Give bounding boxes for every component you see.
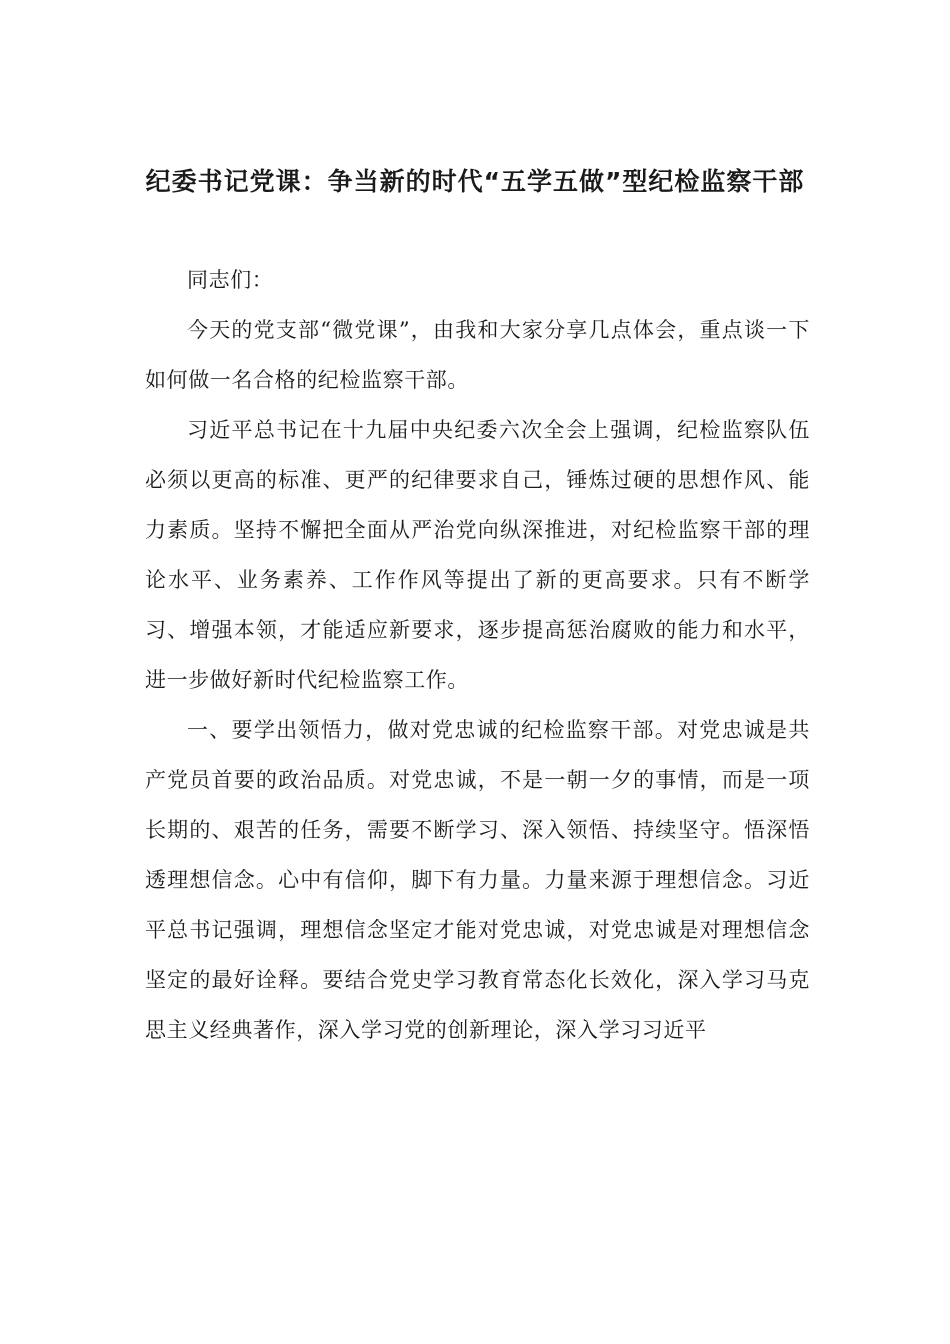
- salutation-paragraph: 同志们：: [187, 268, 274, 292]
- document-title: 纪委书记党课：争当新的时代“五学五做”型纪检监察干部: [145, 167, 805, 196]
- context-paragraph: 习近平总书记在十九届中央纪委六次全会上强调，纪检监察队伍必须以更高的标准、更严的纪律要求自己，锤炼过硬的思想作风、能力素质。坚持不懈把全面从严治党向纵深推进，对纪检监察干部的理论水平、业务素养、工作作风等提出了新的更高要求。只有不断学习、增强本领，才能适应新要求，逐步提高惩治腐败的能力和水平，进一步做好新时代纪检监察工作。: [145, 418, 810, 692]
- section-one-paragraph: 一、要学出领悟力，做对党忠诚的纪检监察干部。对党忠诚是共产党员首要的政治品质。对党忠诚，不是一朝一夕的事情，而是一项长期的、艰苦的任务，需要不断学习、深入领悟、持续坚守。悟深悟透理想信念。心中有信仰，脚下有力量。力量来源于理想信念。习近平总书记强调，理想信念坚定才能对党忠诚，对党忠诚是对理想信念坚定的最好诠释。要结合党史学习教育常态化长效化，深入学习马克思主义经典著作，深入学习党的创新理论，深入学习习近平: [145, 718, 810, 1042]
- document-body: [145, 255, 810, 1055]
- intro-paragraph: 今天的党支部“微党课”，由我和大家分享几点体会，重点谈一下如何做一名合格的纪检监察干部。: [145, 318, 810, 392]
